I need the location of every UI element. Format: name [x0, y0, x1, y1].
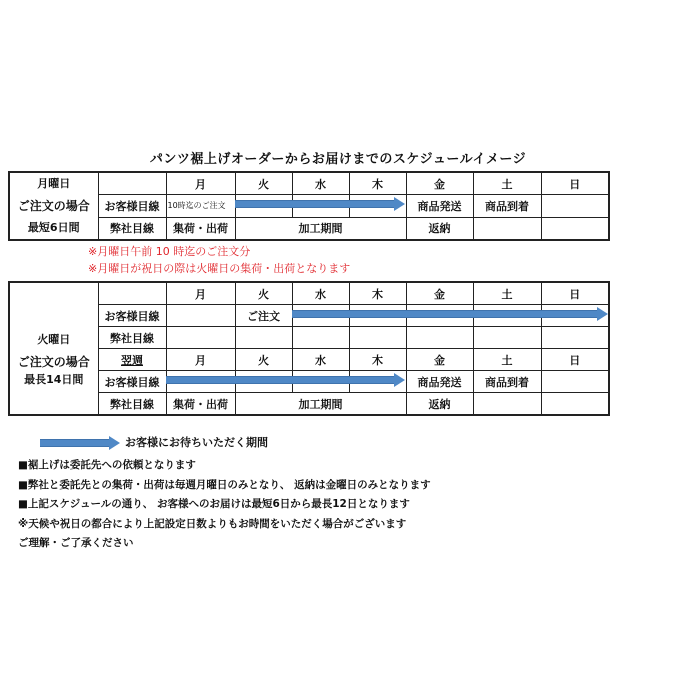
day-header: 土: [473, 349, 541, 371]
day-header: 水: [292, 282, 349, 305]
cell: [166, 305, 235, 327]
cell: [406, 305, 473, 327]
day-header: 土: [473, 282, 541, 305]
notes: [18, 456, 431, 554]
schedule-table-tuesday: [8, 281, 610, 416]
cell-processing-period: 加工期間: [235, 217, 406, 240]
day-header: 木: [349, 172, 406, 195]
red-notes: [88, 243, 350, 277]
schedule-table-monday: [8, 171, 610, 241]
cell-processing-period: 加工期間: [235, 393, 406, 416]
header-blank: [98, 172, 166, 195]
row-label-company: 弊社目線: [98, 393, 166, 416]
cell: [292, 195, 349, 217]
cell-order: ご注文: [235, 305, 292, 327]
cell-pickup: 集荷・出荷: [166, 393, 235, 416]
day-header: 日: [541, 349, 609, 371]
cell-ship: 商品発送: [406, 195, 473, 217]
day-header: 水: [292, 349, 349, 371]
cell-order-cutoff: 10時迄のご注文: [166, 195, 235, 217]
cell-pickup: 集荷・出荷: [166, 217, 235, 240]
cell: [541, 371, 609, 393]
legend: [40, 435, 440, 451]
cell: [349, 327, 406, 349]
cell: [473, 217, 541, 240]
day-header: 月: [166, 282, 235, 305]
note: ※天候や祝日の都合により上記設定日数よりもお時間をいただく場合がございます: [18, 517, 407, 530]
cell-ship: 商品発送: [406, 371, 473, 393]
cell: [541, 327, 609, 349]
day-header: 月: [166, 172, 235, 195]
cell: [349, 195, 406, 217]
side-label-monday: [9, 172, 98, 240]
next-week-text: 翌週: [121, 353, 143, 367]
legend-label: お客様にお待ちいただく期間: [125, 436, 268, 449]
cell: [349, 371, 406, 393]
day-header: 火: [235, 172, 292, 195]
row-label-company: 弊社目線: [98, 327, 166, 349]
cell: [166, 371, 235, 393]
day-header: 水: [292, 172, 349, 195]
day-header: 日: [541, 282, 609, 305]
cell: [473, 393, 541, 416]
right-arrow-icon: [40, 436, 120, 450]
day-header: 金: [406, 282, 473, 305]
side-label-line: 月曜日: [37, 177, 71, 190]
side-label-line: 火曜日: [37, 332, 71, 346]
note: ■弊社と委託先との集荷・出荷は毎週月曜日のみとなり、 返納は金曜日のみとなります: [18, 478, 431, 491]
cell: [541, 305, 609, 327]
day-header: 木: [349, 282, 406, 305]
cell: [235, 195, 292, 217]
cell: [235, 327, 292, 349]
day-header: 月: [166, 349, 235, 371]
side-label-line: ご注文の場合: [17, 354, 90, 369]
header-blank: [98, 282, 166, 305]
day-header: 木: [349, 349, 406, 371]
day-header: 土: [473, 172, 541, 195]
note: ■裾上げは委託先への依頼となります: [18, 459, 196, 471]
cell: [541, 217, 609, 240]
cell: [292, 305, 349, 327]
day-header: 金: [406, 172, 473, 195]
side-label-line: ご注文の場合: [17, 199, 90, 213]
cell: [541, 393, 609, 416]
cell: [292, 327, 349, 349]
cell-return: 返納: [406, 217, 473, 240]
cell: [473, 327, 541, 349]
day-header: 日: [541, 172, 609, 195]
day-header: 火: [235, 349, 292, 371]
note: ご理解・ご了承ください: [18, 537, 134, 549]
row-label-customer: お客様目線: [98, 195, 166, 217]
side-label-line: 最長14日間: [24, 372, 84, 386]
red-note: ※月曜日午前 10 時迄のご注文分: [88, 245, 251, 258]
next-week-label: [98, 349, 166, 371]
page-title: パンツ裾上げオーダーからお届けまでのスケジュールイメージ: [149, 152, 527, 167]
cell: [349, 305, 406, 327]
cell: [473, 305, 541, 327]
cell: [235, 371, 292, 393]
row-label-customer: お客様目線: [98, 305, 166, 327]
cell-return: 返納: [406, 393, 473, 416]
cell: [541, 195, 609, 217]
day-header: 火: [235, 282, 292, 305]
cell-arrive: 商品到着: [473, 195, 541, 217]
cell: [292, 371, 349, 393]
row-label-company: 弊社目線: [98, 217, 166, 240]
cell-arrive: 商品到着: [473, 371, 541, 393]
red-note: ※月曜日が祝日の際は火曜日の集荷・出荷となります: [88, 262, 351, 275]
note: ■上記スケジュールの通り、 お客様へのお届けは最短6日から最長12日となります: [18, 498, 410, 510]
side-label-line: 最短6日間: [27, 221, 80, 234]
side-label-tuesday: [9, 282, 98, 415]
cell: [166, 327, 235, 349]
day-header: 金: [406, 349, 473, 371]
cell: [406, 327, 473, 349]
row-label-customer: お客様目線: [98, 371, 166, 393]
